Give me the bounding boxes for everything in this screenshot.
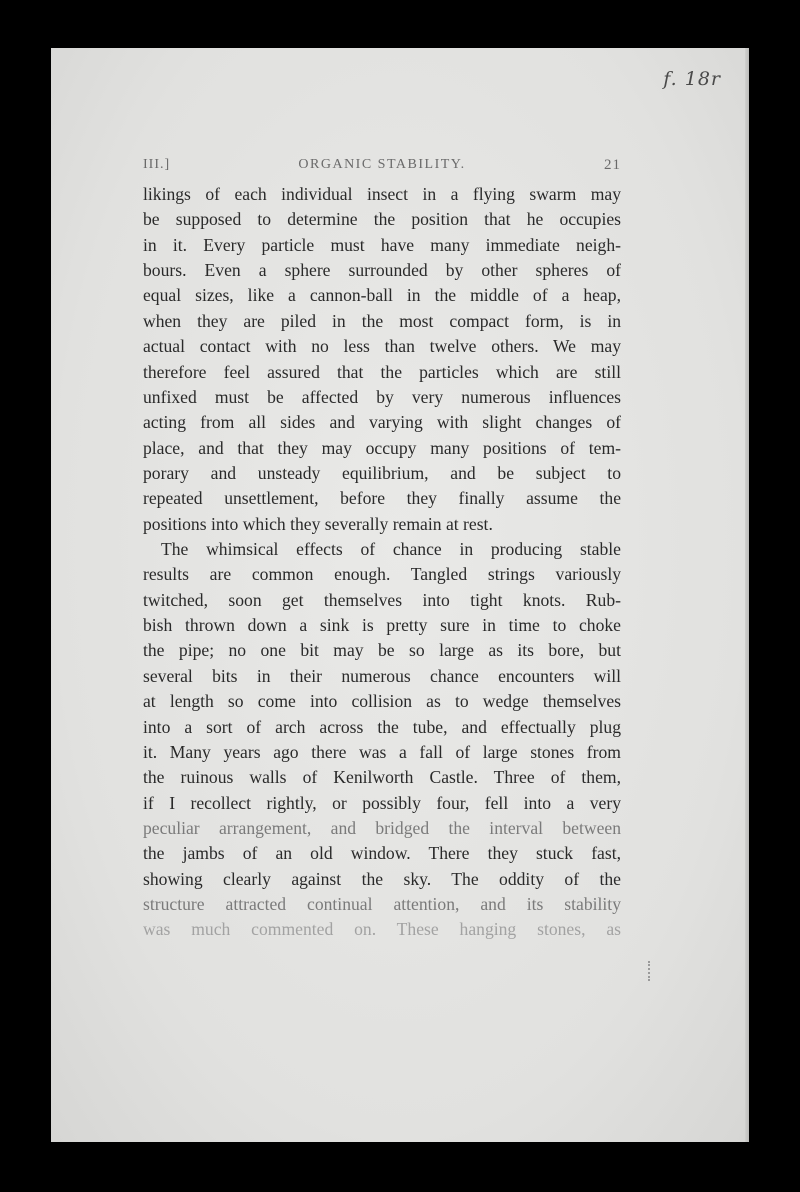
text-line: the ruinous walls of Kenilworth Castle. Three of them, bbox=[143, 767, 621, 788]
text-line: actual contact with no less than twelve others. We may bbox=[143, 336, 621, 357]
text-line: results are common enough. Tangled strings variously bbox=[143, 564, 621, 585]
text-line: bish thrown down a sink is pretty sure in time to choke bbox=[143, 615, 621, 636]
text-line: the pipe; no one bit may be so large as its bore, but bbox=[143, 640, 621, 661]
text-line: into a sort of arch across the tube, and effectually plug bbox=[143, 716, 621, 737]
text-line: structure attracted continual attention, and its stability bbox=[143, 894, 621, 915]
text-line: at length so come into collision as to wedge themselves bbox=[143, 691, 621, 712]
text-line: when they are piled in the most compact form, is in bbox=[143, 310, 621, 331]
text-line: several bits in their numerous chance encounters will bbox=[143, 665, 621, 686]
text-line: the jambs of an old window. There they stuck fast, bbox=[143, 843, 621, 864]
text-line: acting from all sides and varying with slight changes of bbox=[143, 412, 621, 433]
running-head bbox=[143, 157, 621, 177]
text-line: porary and unsteady equilibrium, and be subject to bbox=[143, 462, 621, 483]
text-line: if I recollect rightly, or possibly four, fell into a very bbox=[143, 792, 621, 813]
text-line: equal sizes, like a cannon-ball in the middle of a heap, bbox=[143, 285, 621, 306]
text-line: positions into which they severally remain at rest. bbox=[143, 513, 493, 534]
chapter-title: ORGANIC STABILITY. bbox=[298, 157, 466, 172]
page-edge-shadow bbox=[745, 48, 749, 1142]
text-line: unfixed must be affected by very numerous influences bbox=[143, 386, 621, 407]
text-line: was much commented on. These hanging stones, as bbox=[143, 919, 621, 940]
text-line: repeated unsettlement, before they finally assume the bbox=[143, 488, 621, 509]
body-text bbox=[143, 182, 621, 943]
page-number: 21 bbox=[604, 157, 621, 173]
text-line: likings of each individual insect in a flying swarm may bbox=[143, 184, 621, 204]
text-line: The whimsical effects of chance in producing stable bbox=[161, 539, 621, 560]
text-line: place, and that they may occupy many positions of tem- bbox=[143, 437, 621, 458]
folio-annotation: f. 18r bbox=[663, 68, 721, 90]
text-line: it. Many years ago there was a fall of large stones from bbox=[143, 741, 621, 762]
text-line: showing clearly against the sky. The oddity of the bbox=[143, 868, 621, 889]
text-line: therefore feel assured that the particles which are still bbox=[143, 361, 621, 382]
text-line: bours. Even a sphere surrounded by other spheres of bbox=[143, 260, 621, 281]
chapter-number: III.] bbox=[143, 157, 171, 172]
text-line: be supposed to determine the position that he occupies bbox=[143, 209, 621, 230]
margin-specks bbox=[648, 961, 653, 981]
text-line: peculiar arrangement, and bridged the interval between bbox=[143, 817, 621, 838]
text-line: in it. Every particle must have many immediate neigh- bbox=[143, 234, 621, 255]
text-line: twitched, soon get themselves into tight knots. Rub- bbox=[143, 589, 621, 610]
book-page bbox=[51, 48, 749, 1142]
